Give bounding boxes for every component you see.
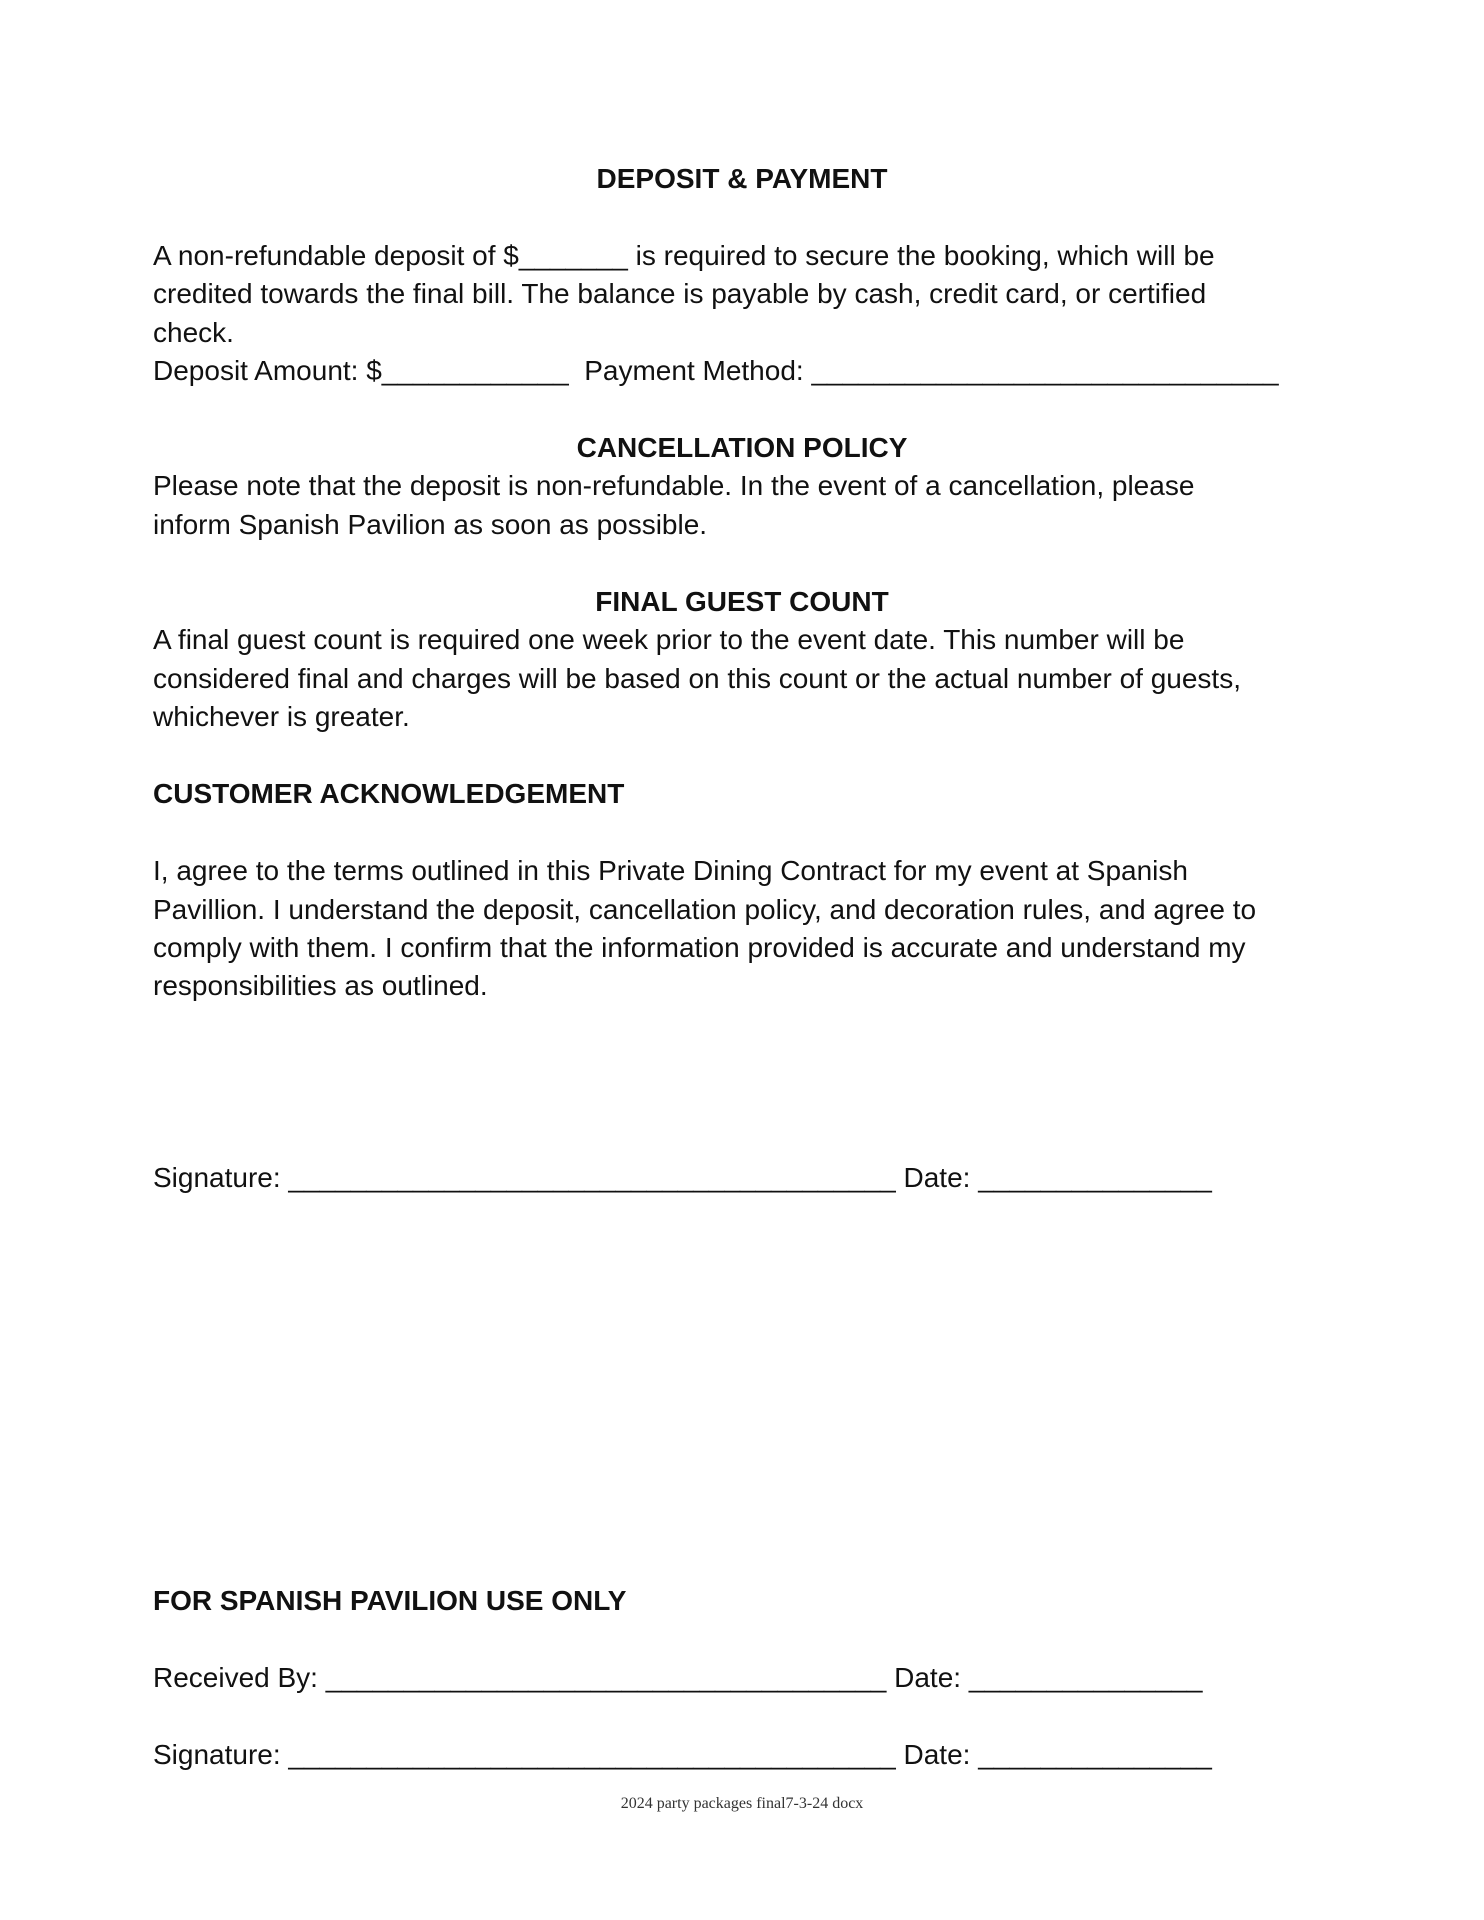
office-use-heading: FOR SPANISH PAVILION USE ONLY xyxy=(153,1585,627,1616)
acknowledgement-text-line-4: responsibilities as outlined. xyxy=(153,970,488,1001)
acknowledgement-text-line-1: I, agree to the terms outlined in this Private Dining Contract for my event at Spanish xyxy=(153,855,1188,886)
customer-acknowledgement-heading: CUSTOMER ACKNOWLEDGEMENT xyxy=(153,778,625,809)
deposit-text-line-3: check. xyxy=(153,317,234,348)
cancellation-text-line-1: Please note that the deposit is non-refundable. In the event of a cancellation, please xyxy=(153,470,1195,501)
guest-count-text-line-2: considered final and charges will be based on this count or the actual number of guests, xyxy=(153,663,1241,694)
acknowledgement-text-line-2: Pavillion. I understand the deposit, cancellation policy, and decoration rules, and agree to xyxy=(153,894,1257,925)
deposit-text-line-1: A non-refundable deposit of $_______ is required to secure the booking, which will be xyxy=(153,240,1215,271)
guest-count-text-line-3: whichever is greater. xyxy=(153,701,410,732)
customer-signature-date-fields[interactable]: Signature: _______________________________________ Date: _______________ xyxy=(153,1162,1212,1193)
cancellation-text-line-2: inform Spanish Pavilion as soon as possible. xyxy=(153,509,708,540)
deposit-payment-heading: DEPOSIT & PAYMENT xyxy=(596,163,888,194)
final-guest-count-heading: FINAL GUEST COUNT xyxy=(595,586,889,617)
guest-count-text-line-1: A final guest count is required one week prior to the event date. This number will be xyxy=(153,624,1185,655)
office-signature-date-fields[interactable]: Signature: _______________________________________ Date: _______________ xyxy=(153,1739,1212,1770)
acknowledgement-text-line-3: comply with them. I confirm that the information provided is accurate and understand my xyxy=(153,932,1246,963)
deposit-amount-payment-method-fields[interactable]: Deposit Amount: $____________ Payment Method: ______________________________ xyxy=(153,355,1279,386)
received-by-date-fields[interactable]: Received By: ____________________________________ Date: _______________ xyxy=(153,1662,1203,1693)
cancellation-policy-heading: CANCELLATION POLICY xyxy=(576,432,908,463)
deposit-text-line-2: credited towards the final bill. The balance is payable by cash, credit card, or certified xyxy=(153,278,1207,309)
document-footer: 2024 party packages final7-3-24 docx xyxy=(620,1795,864,1812)
